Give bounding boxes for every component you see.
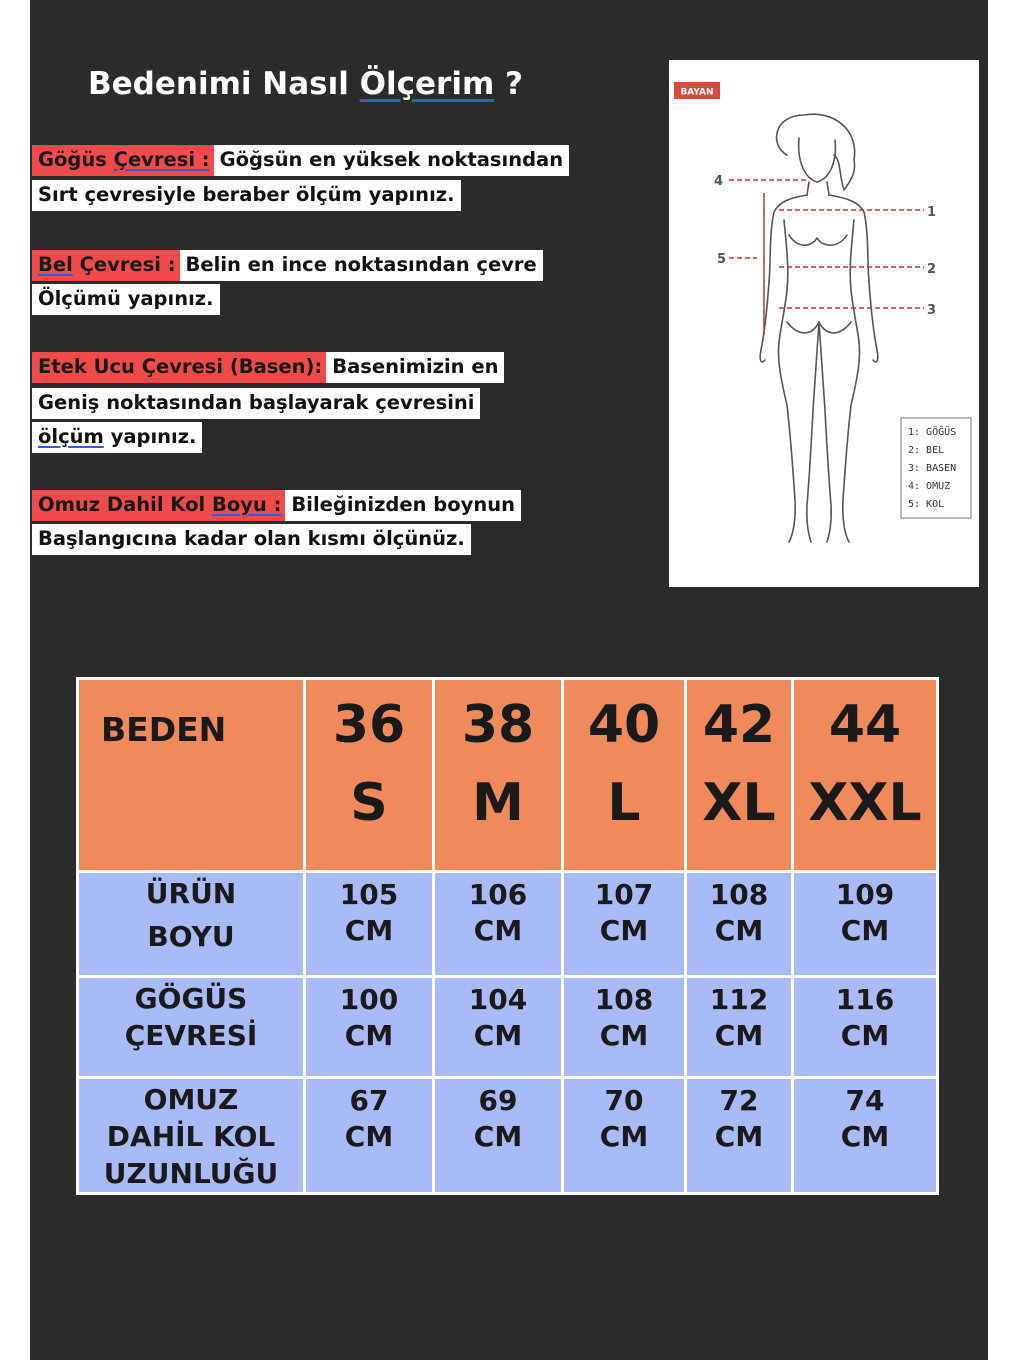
instruction-omuz-line1 — [32, 490, 521, 521]
size-table-header — [79, 680, 936, 870]
size-42-xl: 42 XL — [687, 680, 791, 870]
table-row-omuz-dahil-kol — [79, 1079, 936, 1192]
table-row-urun-boyu — [79, 873, 936, 975]
instruction-etek-line3: ölçüm yapınız. — [32, 422, 202, 453]
table-cell: 108 CM — [564, 978, 684, 1076]
svg-text:5: KOL: 5: KOL — [908, 499, 945, 510]
header-beden: BEDEN — [79, 680, 303, 870]
row-label-urun-boyu: ÜRÜN BOYU — [79, 873, 303, 975]
table-cell: 74 CM — [794, 1079, 936, 1192]
table-cell: 106 CM — [435, 873, 561, 975]
row-label-gogus-cevresi: GÖGÜS ÇEVRESİ — [79, 978, 303, 1076]
table-row-gogus-cevresi — [79, 978, 936, 1076]
instruction-gogus-text: Göğsün en yüksek noktasından — [214, 145, 569, 176]
instruction-bel-text: Belin en ince noktasından çevre — [180, 250, 543, 281]
svg-text:2: BEL: 2: BEL — [908, 445, 945, 456]
instruction-omuz-text: Bileğinizden boynun — [285, 490, 521, 521]
marker-5: 5 — [717, 252, 727, 267]
instruction-etek-line1 — [32, 352, 504, 383]
table-cell: 112 CM — [687, 978, 791, 1076]
instruction-etek-text: Basenimizin en — [326, 352, 504, 383]
marker-3: 3 — [927, 303, 937, 318]
size-40-l: 40 L — [564, 680, 684, 870]
size-38-m: 38 M — [435, 680, 561, 870]
table-cell: 105 CM — [306, 873, 432, 975]
size-44-xxl: 44 XXL — [794, 680, 936, 870]
instruction-gogus-line2: Sırt çevresiyle beraber ölçüm yapınız. — [32, 180, 461, 211]
table-cell: 108 CM — [687, 873, 791, 975]
svg-text:1: GÖĞÜS: 1: GÖĞÜS — [908, 427, 957, 438]
instruction-etek-line2: Geniş noktasından başlayarak çevresini — [32, 388, 480, 419]
table-cell: 100 CM — [306, 978, 432, 1076]
page-title: Bedenimi Nasıl Ölçerim ? — [88, 66, 524, 102]
table-cell: 109 CM — [794, 873, 936, 975]
body-silhouette — [760, 114, 878, 542]
measurement-markers — [714, 174, 936, 318]
instruction-bel-label: Bel Çevresi : — [32, 250, 180, 281]
measurement-lines — [729, 180, 924, 335]
body-outline-illustration — [669, 60, 979, 587]
instruction-etek-label: Etek Ucu Çevresi (Basen): — [32, 352, 326, 383]
size-table — [76, 677, 939, 1195]
table-cell: 107 CM — [564, 873, 684, 975]
table-cell: 104 CM — [435, 978, 561, 1076]
svg-text:BAYAN: BAYAN — [680, 87, 714, 98]
instruction-gogus-line1 — [32, 145, 569, 176]
marker-4: 4 — [714, 174, 724, 189]
body-measurement-figure — [669, 60, 979, 587]
instruction-gogus-label: Göğüs Çevresi : — [32, 145, 214, 176]
row-label-omuz-dahil-kol: OMUZ DAHİL KOL UZUNLUĞU — [79, 1079, 303, 1192]
marker-2: 2 — [927, 262, 937, 277]
instruction-bel-line2: Ölçümü yapınız. — [32, 284, 220, 315]
instruction-omuz-line2: Başlangıcına kadar olan kısmı ölçünüz. — [32, 524, 471, 555]
table-cell: 70 CM — [564, 1079, 684, 1192]
size-36-s: 36 S — [306, 680, 432, 870]
svg-text:3: BASEN: 3: BASEN — [908, 463, 957, 474]
instruction-omuz-label: Omuz Dahil Kol Boyu : — [32, 490, 285, 521]
table-cell: 67 CM — [306, 1079, 432, 1192]
table-cell: 72 CM — [687, 1079, 791, 1192]
svg-text:4: OMUZ: 4: OMUZ — [908, 481, 951, 492]
table-cell: 116 CM — [794, 978, 936, 1076]
marker-1: 1 — [927, 205, 937, 220]
instruction-bel-line1 — [32, 250, 543, 281]
table-cell: 69 CM — [435, 1079, 561, 1192]
